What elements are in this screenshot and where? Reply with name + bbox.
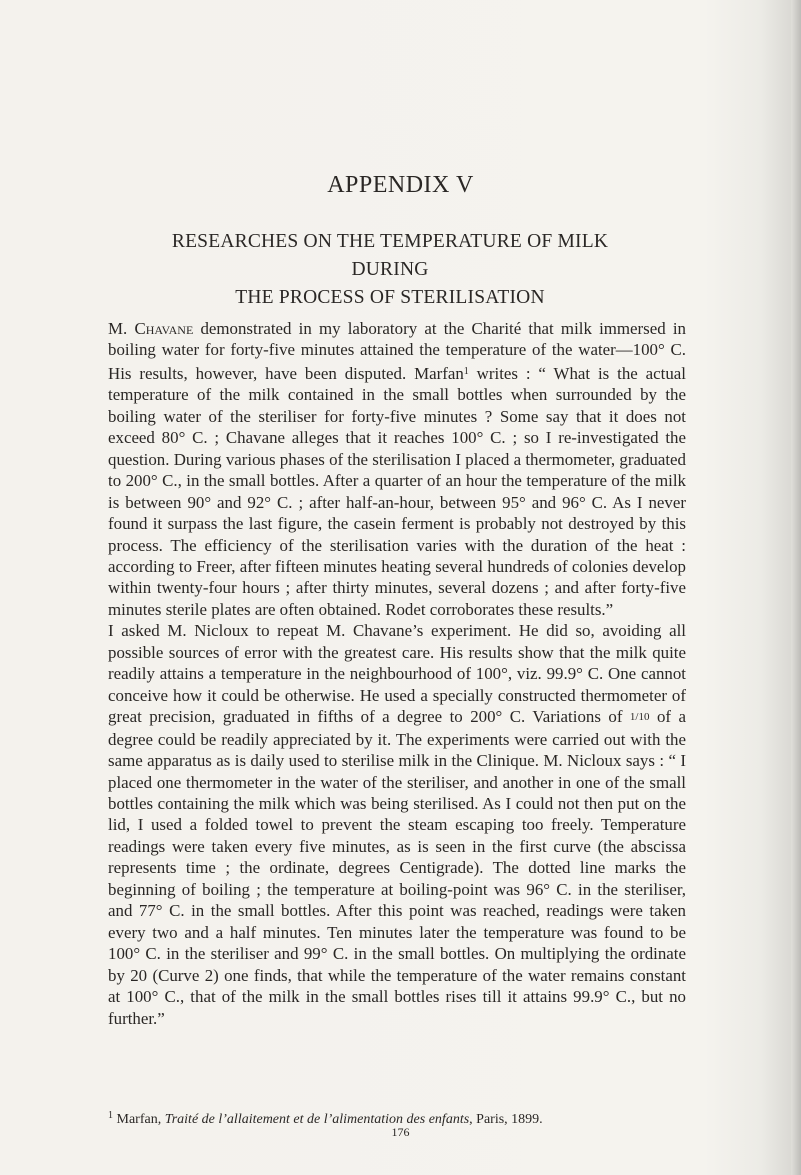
page-number: 176: [391, 1125, 410, 1139]
paragraph-2: [108, 620, 686, 1029]
appendix-heading: APPENDIX V: [327, 172, 474, 198]
paragraph-2-text-a: I asked M. Nicloux to repeat M. Chavane’s experiment. He did so, avoiding all possible sources of error with the greatest care. His results show that the milk quite readily attains a temperature in the neighbourhood of 100°, viz. 99.9° C. One cannot conceive how it could be otherwise. He used a specially constructed thermometer of great precision, graduated in fifths of a degree to 200° C. Variations of: [108, 621, 686, 727]
chapter-title-line-2: THE PROCESS OF STERILISATION: [235, 287, 545, 308]
footnote-text-a: Marfan,: [113, 1112, 165, 1127]
paragraph-1: [108, 318, 686, 620]
footnote-number: 1: [108, 1110, 113, 1121]
author-initial: M.: [108, 319, 135, 338]
chapter-title-line-1: RESEARCHES ON THE TEMPERATURE OF MILK DURING: [171, 231, 609, 280]
paragraph-1-text-a: demonstrated in my laboratory at the Charité that milk immersed in boiling water for forty-five minutes attained the temperature of the water—100° C. His results, however, have been disputed. Marfan: [108, 319, 687, 383]
paragraph-1-text-b: writes : “ What is the actual temperature of the milk contained in the small bottles when surrounded by the boiling water of the steriliser for forty-five minutes ? Some say that it does not exceed 80° C. ; Chavane alleges that it reaches 100° C. ; so I re-investigated the question. During various phases of the sterilisation I placed a thermometer, graduated to 200° C., in the small bottles. After a quarter of an hour the temperature of the milk is between 90° and 92° C. ; after half-an-hour, between 95° and 96° C. As I never found it surpass the last figure, the casein ferment is probably not destroyed by this process. The efficiency of the sterilisation varies with the duration of the heat : according to Freer, after fifteen minutes heating several hundreds of colonies develop within twenty-four hours ; after thirty minutes, several dozens ; and after forty-five minutes sterile plates are often obtained. Rodet corroborates these results.”: [108, 363, 686, 619]
author-name: Chavane: [134, 319, 194, 338]
body-text: [108, 318, 686, 1029]
footnote-book-title: Traité de l’allaitement et de l’alimentation des enfants: [164, 1112, 470, 1127]
paragraph-2-text-b: of a degree could be readily appreciated by it. The experiments were carried out with the same apparatus as is daily used to sterilise milk in the Clinique. M. Nicloux says : “ I placed one thermometer in the water of the steriliser, and another in one of the small bottles containing the milk which was being sterilised. As I could not then put on the lid, I used a folded towel to prevent the steam escaping too freely. Temperature readings were taken every five minutes, as is seen in the first curve (the abscissa represents time ; the ordinate, degrees Centigrade). The dotted line marks the beginning of boiling ; the temperature at boiling-point was 96° C. in the steriliser, and 77° C. in the small bottles. After this point was reached, readings were taken every two and a half minutes. Ten minutes later the temperature was found to be 100° C. in the steriliser and 99° C. in the small bottles. On multiplying the ordinate by 20 (Curve 2) one finds, that while the temperature of the water remains constant at 100° C., that of the milk in the small bottles rises till it attains 99.9° C., but no further.”: [108, 707, 686, 1028]
footnote-text-b: , Paris, 1899.: [469, 1112, 543, 1127]
fraction-one-tenth: 1/10: [629, 711, 650, 724]
footnote-marker: 1: [463, 365, 469, 377]
chapter-title: [150, 228, 630, 312]
